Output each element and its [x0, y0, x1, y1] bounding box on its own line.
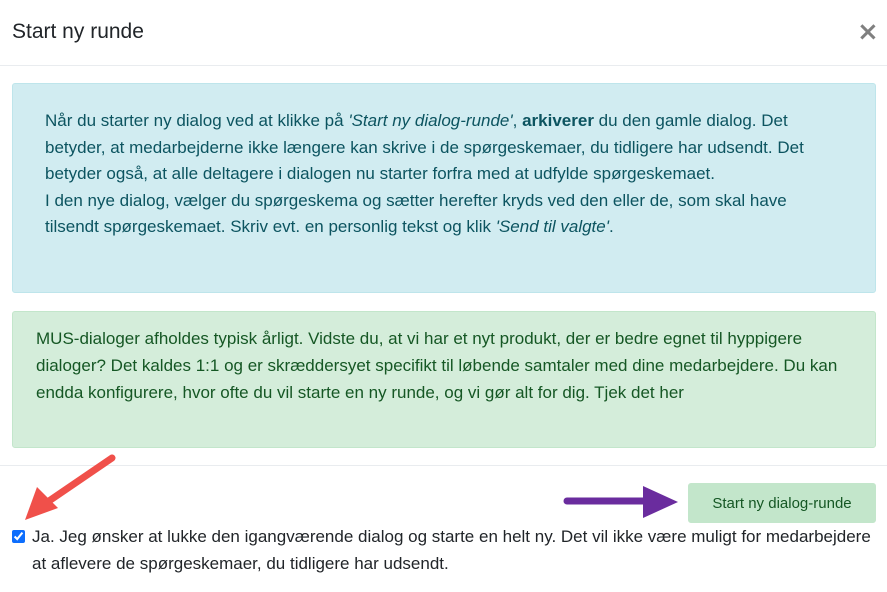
info-text-part1: Når du starter ny dialog ved at klikke på: [45, 111, 349, 130]
info-send-selected-reference: 'Send til valgte': [495, 217, 609, 237]
info-text-part4: I den nye dialog, vælger du spørgeskema og sætter herefter kryds ved den eller de, som skal have tilsendt spørgeskemaet. Skriv evt. en personlig tekst og klik: [45, 190, 787, 237]
info-archive-keyword: arkiverer: [522, 111, 594, 130]
product-promo-alert: [12, 311, 876, 448]
modal-title: Start ny runde: [12, 20, 144, 43]
confirm-close-dialog-row[interactable]: [12, 523, 872, 577]
close-icon[interactable]: ×: [857, 17, 879, 47]
info-text-part5: .: [608, 217, 614, 237]
red-arrow-icon: [25, 458, 112, 520]
purple-arrow-icon: [567, 486, 678, 518]
archive-info-paragraph-1: [45, 108, 843, 188]
modal-header: [0, 0, 887, 66]
start-new-dialog-round-button[interactable]: Start ny dialog-runde: [688, 483, 876, 523]
info-start-round-reference: 'Start ny dialog-runde': [348, 111, 513, 130]
info-text-part3: du den gamle dialog. Det betyder, at medarbejderne ikke længere kan skrive i de spørgeskemaer, du tidligere har udsendt. Det betyder også, at alle deltagere i dialogen nu starter forfra med at udfylde spørgeskemaet.: [45, 111, 804, 184]
info-text-part2: ,: [512, 111, 523, 130]
archive-info-alert: [12, 83, 876, 293]
confirm-close-dialog-label: Ja. Jeg ønsker at lukke den igangværende dialog og starte en helt ny. Det vil ikke være muligt for medarbejdere at aflevere de spørgeskemaer, du tidligere har udsendt.: [32, 527, 871, 573]
confirm-close-dialog-checkbox[interactable]: [12, 530, 25, 543]
footer-divider: [0, 465, 887, 466]
archive-info-paragraph-2: [45, 188, 843, 241]
promo-text: MUS-dialoger afholdes typisk årligt. Vidste du, at vi har et nyt produkt, der er bedre egnet til hyppigere dialoger? Det kaldes 1:1 og er skræddersyet specifikt til løbende samtaler med dine medarbejdere. Du kan endda konfigurere, hvor ofte du vil starte en ny runde, og vi gør alt for dig. Tjek det her: [36, 329, 838, 402]
